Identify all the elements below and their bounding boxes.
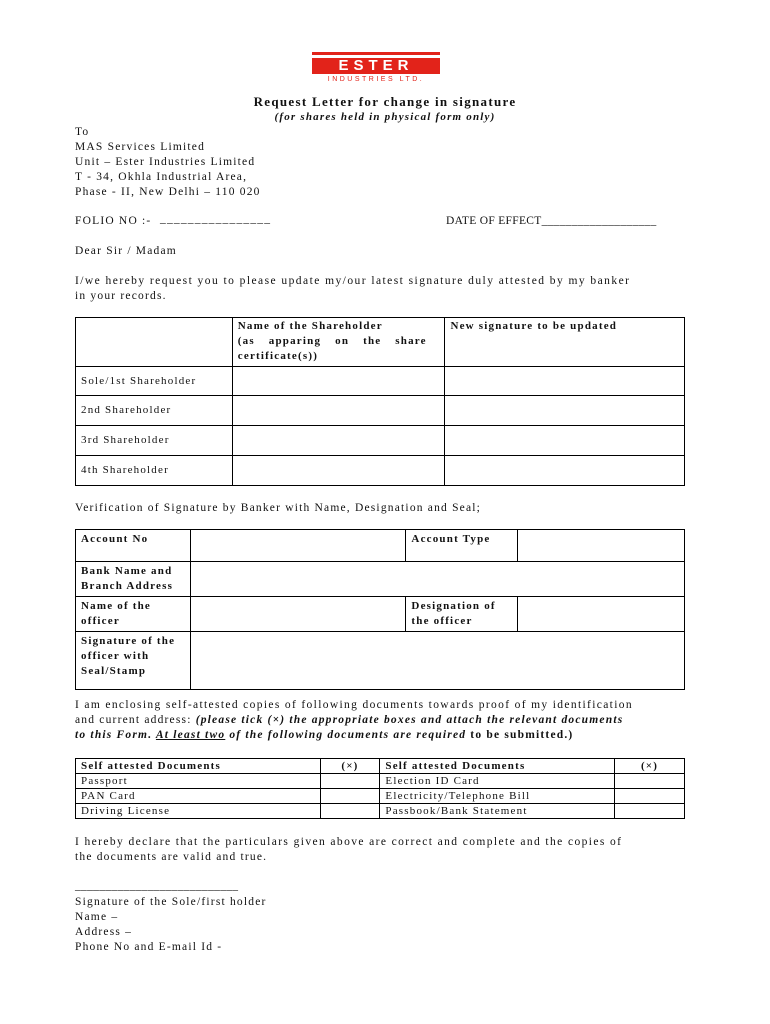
page-subtitle: (for shares held in physical form only) (274, 111, 496, 123)
enclose-line (75, 729, 573, 741)
page-title: Request Letter for change in signature (253, 94, 517, 109)
enclose-line (75, 714, 623, 726)
shareholder-name-field[interactable] (232, 456, 445, 486)
docs-header-tick: (×) (615, 759, 685, 774)
new-signature-field[interactable] (445, 456, 685, 486)
salutation: Dear Sir / Madam (75, 245, 177, 257)
name-label: Name – (75, 911, 119, 923)
address-to: To (75, 126, 90, 138)
account-type-field[interactable] (518, 530, 685, 562)
signature-label: Signature of the Sole/first holder (75, 896, 267, 908)
officer-name-line: Name of the (81, 600, 152, 612)
address-line: Unit – Ester Industries Limited (75, 156, 256, 168)
shareholder-table (75, 317, 685, 486)
request-line: I/we hereby request you to please update my/our latest signature duly attested by my banker (75, 275, 631, 287)
designation-field[interactable] (518, 597, 685, 632)
doc-tick-box[interactable] (615, 789, 685, 804)
shareholder-name-field[interactable] (232, 426, 445, 456)
officer-name-field[interactable] (190, 597, 406, 632)
logo-bar-top (312, 52, 440, 55)
doc-option: Electricity/Telephone Bill (380, 789, 615, 804)
folio-label: FOLIO NO :- (75, 215, 152, 227)
header-empty-cell (76, 318, 233, 367)
officer-name-line: officer (81, 615, 120, 627)
account-no-label: Account No (76, 530, 191, 562)
bank-name-label (76, 562, 191, 597)
account-no-field[interactable] (190, 530, 406, 562)
shareholder-row-label: 2nd Shareholder (76, 396, 233, 426)
shareholder-name-field[interactable] (232, 396, 445, 426)
docs-header-tick: (×) (320, 759, 380, 774)
officer-signature-line: officer with (81, 650, 150, 662)
designation-line: the officer (411, 615, 473, 627)
shareholder-row-label: Sole/1st Shareholder (76, 367, 233, 396)
doc-tick-box[interactable] (320, 774, 380, 789)
header-name-line: certificate(s)) (237, 350, 319, 362)
doc-option: Election ID Card (380, 774, 615, 789)
bank-verification-table (75, 529, 685, 690)
designation-line: Designation of (411, 600, 496, 612)
doc-tick-box[interactable] (320, 804, 380, 819)
address-line: MAS Services Limited (75, 141, 206, 153)
doc-option: PAN Card (76, 789, 321, 804)
enclose-instruction: (please tick (×) the appropriate boxes and attach the relevant documents (195, 714, 624, 726)
bank-name-line: Branch Address (81, 580, 174, 592)
officer-signature-line: Signature of the (81, 635, 176, 647)
officer-signature-label (76, 632, 191, 690)
signature-line[interactable]: ___________________________ (75, 880, 239, 892)
account-type-label: Account Type (406, 530, 518, 562)
doc-tick-box[interactable] (615, 774, 685, 789)
header-name-line: (as apparing on the share (237, 335, 427, 347)
declaration-line: I hereby declare that the particulars given above are correct and complete and the copies of (75, 836, 623, 848)
header-shareholder-name (232, 318, 445, 367)
bank-name-line: Bank Name and (81, 565, 173, 577)
doc-option: Passport (76, 774, 321, 789)
enclose-text: of the following documents are required (225, 729, 467, 741)
header-name-line: Name of the Shareholder (237, 320, 383, 332)
doc-option: Driving License (76, 804, 321, 819)
header-new-signature: New signature to be updated (445, 318, 685, 367)
documents-table (75, 758, 685, 819)
shareholder-name-field[interactable] (232, 367, 445, 396)
request-line: in your records. (75, 290, 167, 302)
new-signature-field[interactable] (445, 426, 685, 456)
address-line: Phase - II, New Delhi – 110 020 (75, 186, 261, 198)
date-of-effect[interactable]: DATE OF EFFECT___________________ (446, 215, 657, 227)
address-line: T - 34, Okhla Industrial Area, (75, 171, 248, 183)
folio-blank[interactable]: ________________ (160, 213, 272, 225)
at-least-two: At least two (155, 729, 226, 741)
doc-tick-box[interactable] (320, 789, 380, 804)
docs-header-right: Self attested Documents (380, 759, 615, 774)
declaration-line: the documents are valid and true. (75, 851, 268, 863)
new-signature-field[interactable] (445, 396, 685, 426)
officer-name-label (76, 597, 191, 632)
address-label: Address – (75, 926, 133, 938)
shareholder-row-label: 4th Shareholder (76, 456, 233, 486)
new-signature-field[interactable] (445, 367, 685, 396)
enclose-text: and current address: (75, 714, 196, 726)
enclose-text: to be submitted.) (466, 729, 574, 741)
docs-header-left: Self attested Documents (76, 759, 321, 774)
officer-signature-line: Seal/Stamp (81, 665, 147, 677)
doc-option: Passbook/Bank Statement (380, 804, 615, 819)
logo-wordmark: ESTER (312, 58, 440, 74)
designation-label (406, 597, 518, 632)
verification-heading: Verification of Signature by Banker with Name, Designation and Seal; (75, 502, 482, 514)
phone-email-label: Phone No and E-mail Id - (75, 941, 223, 953)
ester-logo (312, 52, 440, 86)
enclose-text: to this Form. (75, 729, 156, 741)
officer-signature-field[interactable] (190, 632, 684, 690)
bank-name-field[interactable] (190, 562, 684, 597)
shareholder-row-label: 3rd Shareholder (76, 426, 233, 456)
doc-tick-box[interactable] (615, 804, 685, 819)
enclose-line: I am enclosing self-attested copies of following documents towards proof of my identification (75, 699, 633, 711)
logo-subtitle: INDUSTRIES LTD. (327, 76, 425, 83)
